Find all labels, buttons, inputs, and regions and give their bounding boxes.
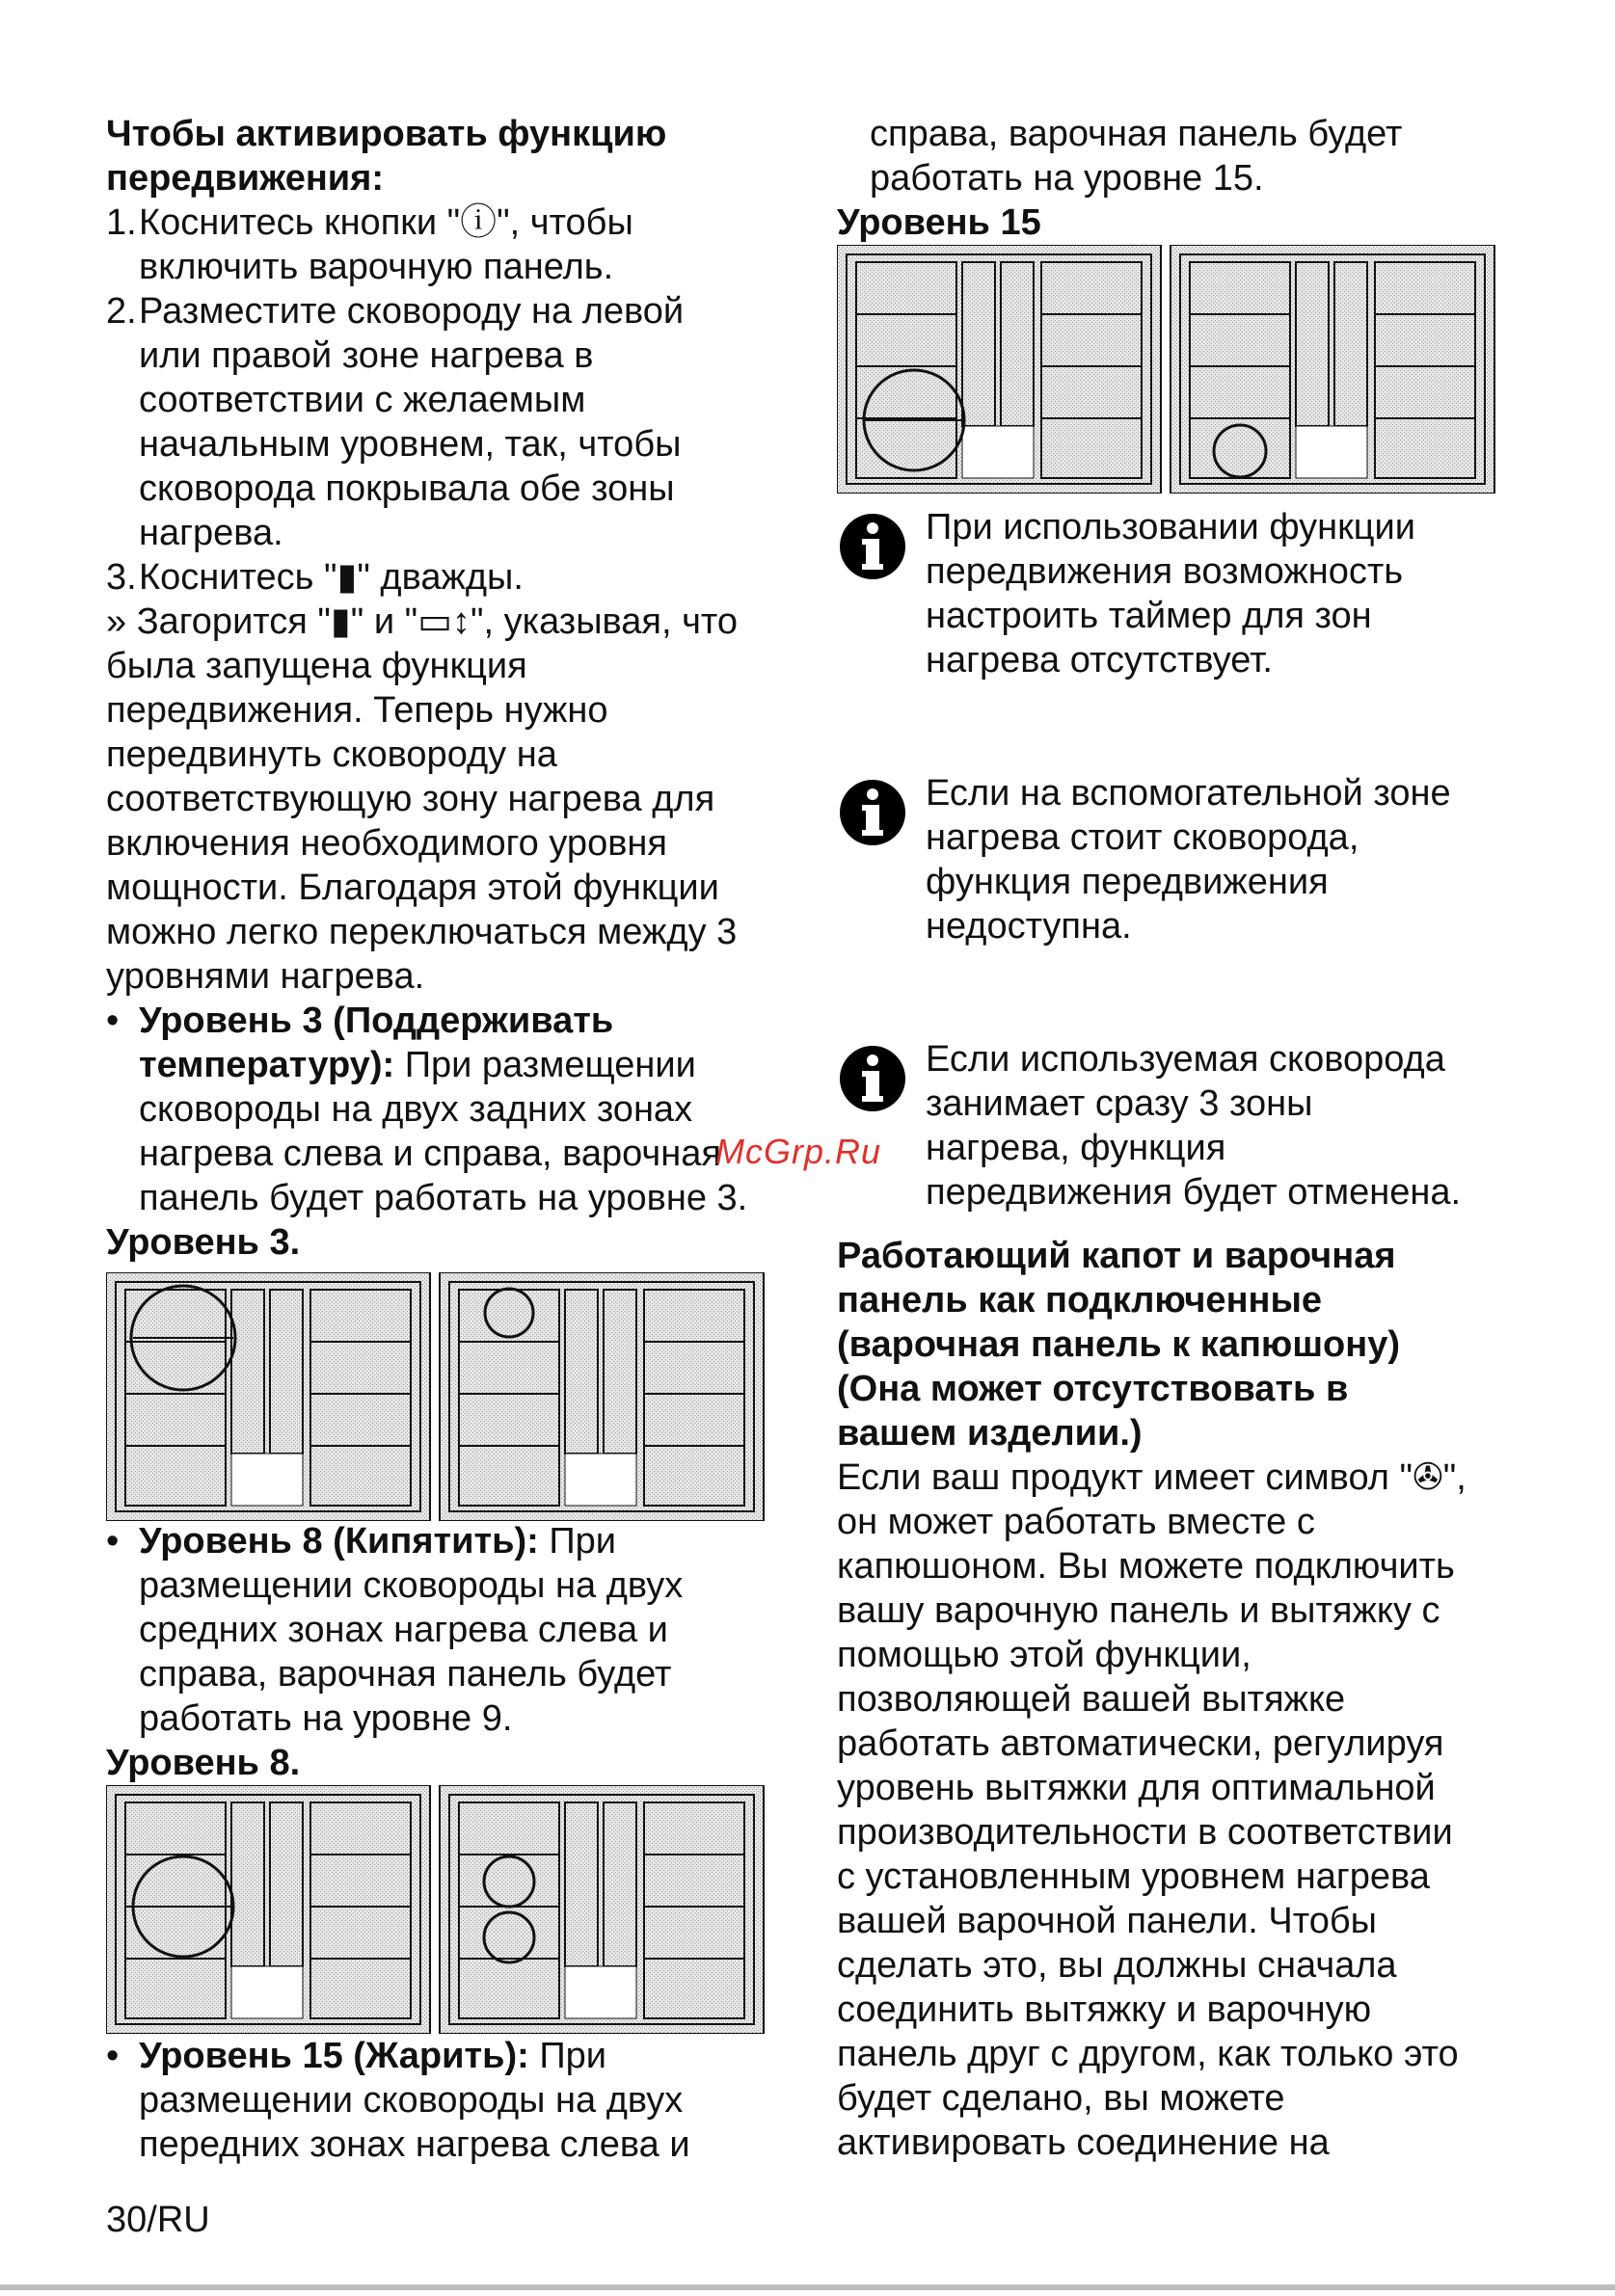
- level-15-text: При: [528, 2036, 606, 2076]
- step-1: [106, 200, 800, 289]
- level-3-title-line: Уровень 3 (Поддерживать: [139, 1001, 614, 1041]
- bullet-icon: •: [106, 1521, 120, 1562]
- hood-heading-line: (Она может отсутствовать в: [837, 1369, 1349, 1409]
- level-8-section: [106, 1519, 800, 1785]
- step-text-line: Разместите сковороду на левой: [139, 291, 685, 332]
- level-15-diagram: [837, 245, 1502, 494]
- note-line: недоступна.: [926, 906, 1132, 947]
- hood-text-line: активировать соединение на: [837, 2122, 1330, 2163]
- info-icon: [839, 1045, 906, 1112]
- level-8-text: При: [538, 1521, 616, 1562]
- level-15-line: передних зонах нагрева слева и: [139, 2124, 690, 2165]
- level-8-diagram: [106, 1785, 771, 2034]
- note-line: функция передвижения: [926, 862, 1329, 902]
- result-line: была запущена функция: [106, 646, 527, 686]
- hood-text-line: помощью этой функции,: [837, 1635, 1252, 1675]
- result-line: уровнями нагрева.: [106, 956, 425, 997]
- continuation-line: работать на уровне 15.: [870, 158, 1264, 199]
- note-line: нагрева, функция: [926, 1128, 1226, 1168]
- result-line: передвинуть сковороду на: [106, 734, 557, 775]
- level-3-line: панель будет работать на уровне 3.: [139, 1178, 748, 1218]
- note-three-zones: [837, 1037, 1615, 1215]
- hood-text-line: панель друг с другом, как только это: [837, 2034, 1459, 2074]
- level-15-item: [106, 2034, 800, 2167]
- hood-text-line: он может работать вместе с: [837, 1502, 1315, 1542]
- hood-text-line: капюшоном. Вы можете подключить: [837, 1546, 1455, 1587]
- level-15-line: размещении сковороды на двух: [139, 2080, 684, 2121]
- continuation-line: справа, варочная панель будет: [870, 114, 1403, 154]
- step-2: [106, 289, 800, 555]
- step-text-line: Коснитесь "▮" дважды.: [139, 557, 524, 598]
- note-line: Если на вспомогательной зоне: [926, 773, 1451, 814]
- level-8-line: размещении сковороды на двух: [139, 1565, 684, 1606]
- note-line: занимает сразу 3 зоны: [926, 1083, 1313, 1124]
- hood-text-line: работать автоматически, регулируя: [837, 1723, 1444, 1764]
- activate-heading-line-2: передвижения:: [106, 158, 384, 199]
- level-15-continuation: [870, 112, 1535, 200]
- level-8-caption: Уровень 8.: [106, 1743, 301, 1783]
- note-line: нагрева отсутствует.: [926, 640, 1273, 681]
- step-text-line: сковорода покрывала обе зоны: [139, 468, 675, 509]
- result-line: соответствующую зону нагрева для: [106, 779, 715, 819]
- result-line: можно легко переключаться между 3: [106, 912, 738, 952]
- hood-text-line: позволяющей вашей вытяжке: [837, 1679, 1346, 1720]
- step-number: 3.: [106, 557, 137, 598]
- hood-text-line: уровень вытяжки для оптимальной: [837, 1768, 1436, 1808]
- hood-heading-line: вашем изделии.): [837, 1413, 1143, 1454]
- step-text-line: начальным уровнем, так, чтобы: [139, 424, 682, 465]
- step-result: [106, 600, 800, 999]
- level-15-section: [106, 2034, 800, 2167]
- note-line: При использовании функции: [926, 507, 1415, 547]
- level-3-line: сковороды на двух задних зонах: [139, 1089, 693, 1130]
- level-15-title: Уровень 15 (Жарить):: [139, 2036, 529, 2076]
- hood-section: [837, 1234, 1531, 2165]
- level-8-line: справа, варочная панель будет: [139, 1654, 672, 1695]
- result-line: включения необходимого уровня: [106, 823, 667, 864]
- note-line: настроить таймер для зон: [926, 596, 1372, 636]
- bottom-rule: [0, 2284, 1615, 2290]
- step-text-line: нагрева.: [139, 513, 283, 553]
- level-8-line: средних зонах нагрева слева и: [139, 1610, 668, 1650]
- level-3-line: нагрева слева и справа, варочная: [139, 1134, 721, 1174]
- step-number: 2.: [106, 291, 137, 332]
- level-3-text: При размещении: [394, 1045, 696, 1085]
- step-3: [106, 555, 800, 600]
- activate-section: [106, 112, 800, 1265]
- hood-text-line: сделать это, вы должны сначала: [837, 1945, 1397, 1986]
- level-15-caption: Уровень 15: [837, 202, 1041, 243]
- step-number: 1.: [106, 202, 137, 243]
- bullet-icon: •: [106, 1001, 120, 1041]
- level-3-diagram: [106, 1272, 771, 1521]
- hood-text-line: вашей варочной панели. Чтобы: [837, 1901, 1377, 1941]
- step-text-line: включить варочную панель.: [139, 247, 614, 287]
- hood-text-line: вашу варочную панель и вытяжку с: [837, 1590, 1440, 1631]
- hood-text-line: будет сделано, вы можете: [837, 2078, 1285, 2119]
- note-line: передвижения будет отменена.: [926, 1172, 1462, 1213]
- hood-text-line: производительности в соответствии: [837, 1812, 1453, 1853]
- step-text-line: соответствии с желаемым: [139, 380, 586, 420]
- result-line: передвижения. Теперь нужно: [106, 690, 608, 731]
- info-icon: [839, 513, 906, 580]
- note-line: передвижения возможность: [926, 551, 1404, 592]
- step-text-line: Коснитесь кнопки "ⓘ", чтобы: [139, 202, 633, 243]
- level-3-title-line: температуру):: [139, 1045, 395, 1085]
- level-8-title: Уровень 8 (Кипятить):: [139, 1521, 539, 1562]
- hood-text-line: Если ваш продукт имеет символ "✇",: [837, 1457, 1467, 1498]
- note-timer: [837, 505, 1615, 682]
- result-line: мощности. Благодаря этой функции: [106, 868, 719, 908]
- level-3-item: [106, 999, 800, 1220]
- bullet-icon: •: [106, 2036, 120, 2076]
- level-8-item: [106, 1519, 800, 1741]
- hood-heading-line: Работающий капот и варочная: [837, 1236, 1396, 1276]
- activate-heading-line-1: Чтобы активировать функцию: [106, 114, 667, 154]
- note-line: нагрева стоит сковорода,: [926, 817, 1359, 858]
- hood-text-line: соединить вытяжку и варочную: [837, 1989, 1372, 2030]
- level-3-caption: Уровень 3.: [106, 1222, 301, 1263]
- note-line: Если используемая сковорода: [926, 1039, 1445, 1080]
- page-number: 30/RU: [106, 2200, 210, 2240]
- hood-heading-line: (варочная панель к капюшону): [837, 1324, 1400, 1365]
- hood-text-line: с установленным уровнем нагрева: [837, 1856, 1430, 1897]
- result-line: » Загорится "▮" и "▭↕", указывая, что: [106, 601, 739, 642]
- note-auxiliary-zone: [837, 771, 1615, 948]
- level-8-line: работать на уровне 9.: [139, 1698, 513, 1739]
- watermark: McGrp.Ru: [715, 1132, 882, 1171]
- hood-heading-line: панель как подключенные: [837, 1280, 1323, 1321]
- info-icon: [839, 779, 906, 846]
- step-text-line: или правой зоне нагрева в: [139, 335, 594, 376]
